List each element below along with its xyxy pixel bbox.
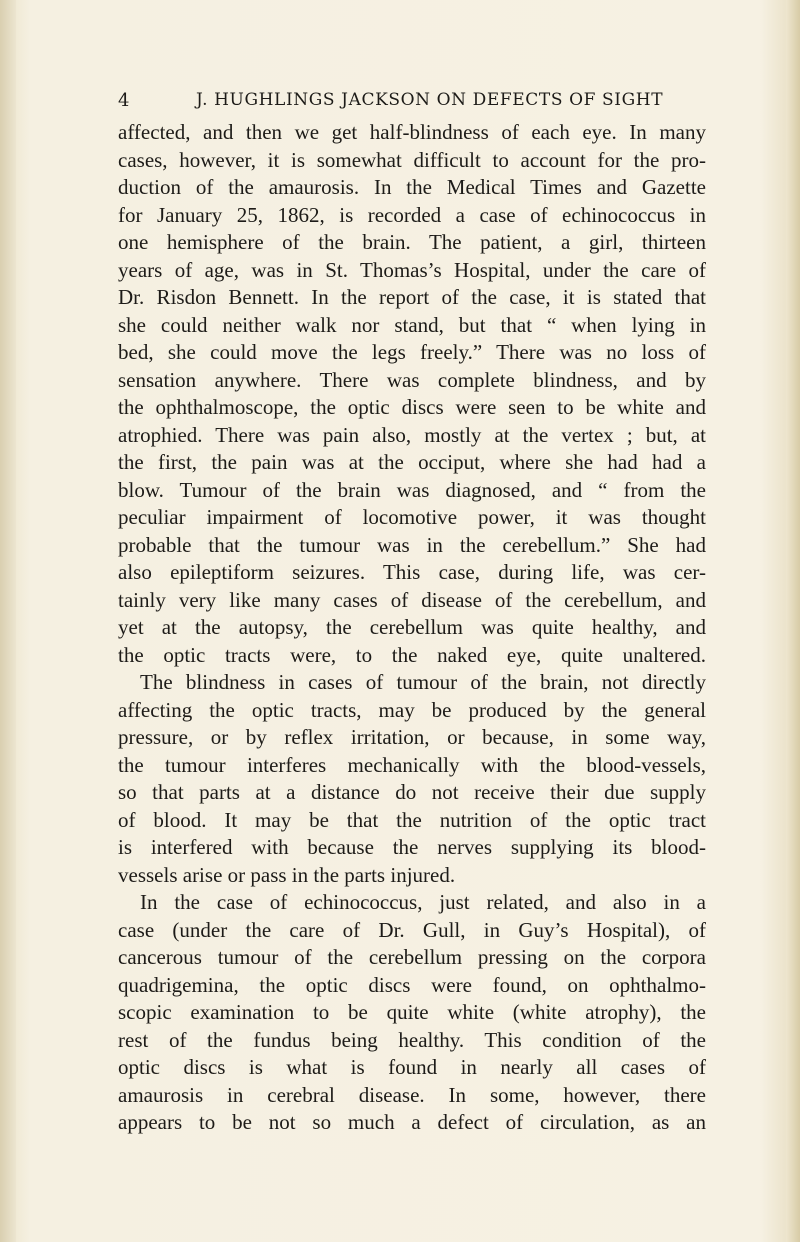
text-line: duction of the amaurosis. In the Medical Times and Gazette bbox=[118, 175, 706, 199]
text-line: rest of the fundus being healthy. This condition of the bbox=[118, 1027, 706, 1052]
text-line: for January 25, 1862, is recorded a case of echinococcus in bbox=[118, 202, 706, 227]
text-line: case (under the care of Dr. Gull, in Guy’s Hospital), of bbox=[118, 917, 706, 942]
text-line: quadrigemina, the optic discs were found, on ophthalmo- bbox=[118, 972, 706, 997]
text-line: she could neither walk nor stand, but that “ when lying in bbox=[118, 312, 706, 337]
text-line: years of age, was in St. Thomas’s Hospital, under the care of bbox=[118, 257, 706, 282]
text-line: yet at the autopsy, the cerebellum was quite healthy, and bbox=[118, 615, 706, 639]
text-line: sensation anywhere. There was complete blindness, and by bbox=[118, 367, 706, 392]
text-line: blow. Tumour of the brain was diagnosed, and “ from the bbox=[118, 477, 706, 502]
text-line: appears to be not so much a defect of circulation, as an bbox=[118, 1110, 706, 1134]
text-line: one hemisphere of the brain. The patient, a girl, thirteen bbox=[118, 230, 706, 254]
text-line: affecting the optic tracts, may be produced by the general bbox=[118, 697, 706, 722]
running-head: J. HUGHLINGS JACKSON ON DEFECTS OF SIGHT bbox=[196, 90, 664, 110]
text-line: amaurosis in cerebral disease. In some, however, there bbox=[118, 1082, 706, 1107]
page-number: 4 bbox=[118, 90, 130, 111]
text-line: the optic tracts were, to the naked eye, quite unaltered. bbox=[118, 642, 706, 667]
text-line: bed, she could move the legs freely.” There was no loss of bbox=[118, 340, 706, 364]
body-text bbox=[118, 119, 706, 1137]
text-line: the first, the pain was at the occiput, where she had had a bbox=[118, 450, 706, 474]
text-line: also epileptiform seizures. This case, during life, was cer- bbox=[118, 560, 706, 584]
text-line: pressure, or by reflex irritation, or because, in some way, bbox=[118, 725, 706, 749]
text-line: atrophied. There was pain also, mostly at the vertex ; but, at bbox=[118, 422, 706, 447]
text-line: affected, and then we get half-blindness of each eye. In many bbox=[118, 120, 706, 144]
text-line-paragraph-start: In the case of echinococcus, just related, and also in a bbox=[140, 890, 706, 914]
text-line: optic discs is what is found in nearly all cases of bbox=[118, 1055, 706, 1079]
page-left-edge bbox=[0, 0, 16, 1242]
text-line: so that parts at a distance do not receive their due supply bbox=[118, 780, 706, 804]
page-header bbox=[118, 90, 698, 116]
text-line: tainly very like many cases of disease of the cerebellum, and bbox=[118, 587, 706, 612]
text-line: scopic examination to be quite white (white atrophy), the bbox=[118, 1000, 706, 1024]
text-line: cases, however, it is somewhat difficult to account for the pro- bbox=[118, 147, 706, 172]
text-line: cancerous tumour of the cerebellum pressing on the corpora bbox=[118, 945, 706, 969]
text-line: the ophthalmoscope, the optic discs were seen to be white and bbox=[118, 395, 706, 419]
text-line: Dr. Risdon Bennett. In the report of the case, it is stated that bbox=[118, 285, 706, 309]
text-line: of blood. It may be that the nutrition of the optic tract bbox=[118, 807, 706, 832]
text-line: probable that the tumour was in the cerebellum.” She had bbox=[118, 532, 706, 557]
text-line: is interfered with because the nerves supplying its blood- bbox=[118, 835, 706, 859]
text-line: vessels arise or pass in the parts injured. bbox=[118, 862, 456, 887]
text-line-paragraph-start: The blindness in cases of tumour of the brain, not directly bbox=[140, 670, 706, 694]
text-line: the tumour interferes mechanically with the blood-vessels, bbox=[118, 752, 706, 777]
page-right-edge bbox=[786, 0, 800, 1242]
text-line: peculiar impairment of locomotive power, it was thought bbox=[118, 505, 706, 529]
